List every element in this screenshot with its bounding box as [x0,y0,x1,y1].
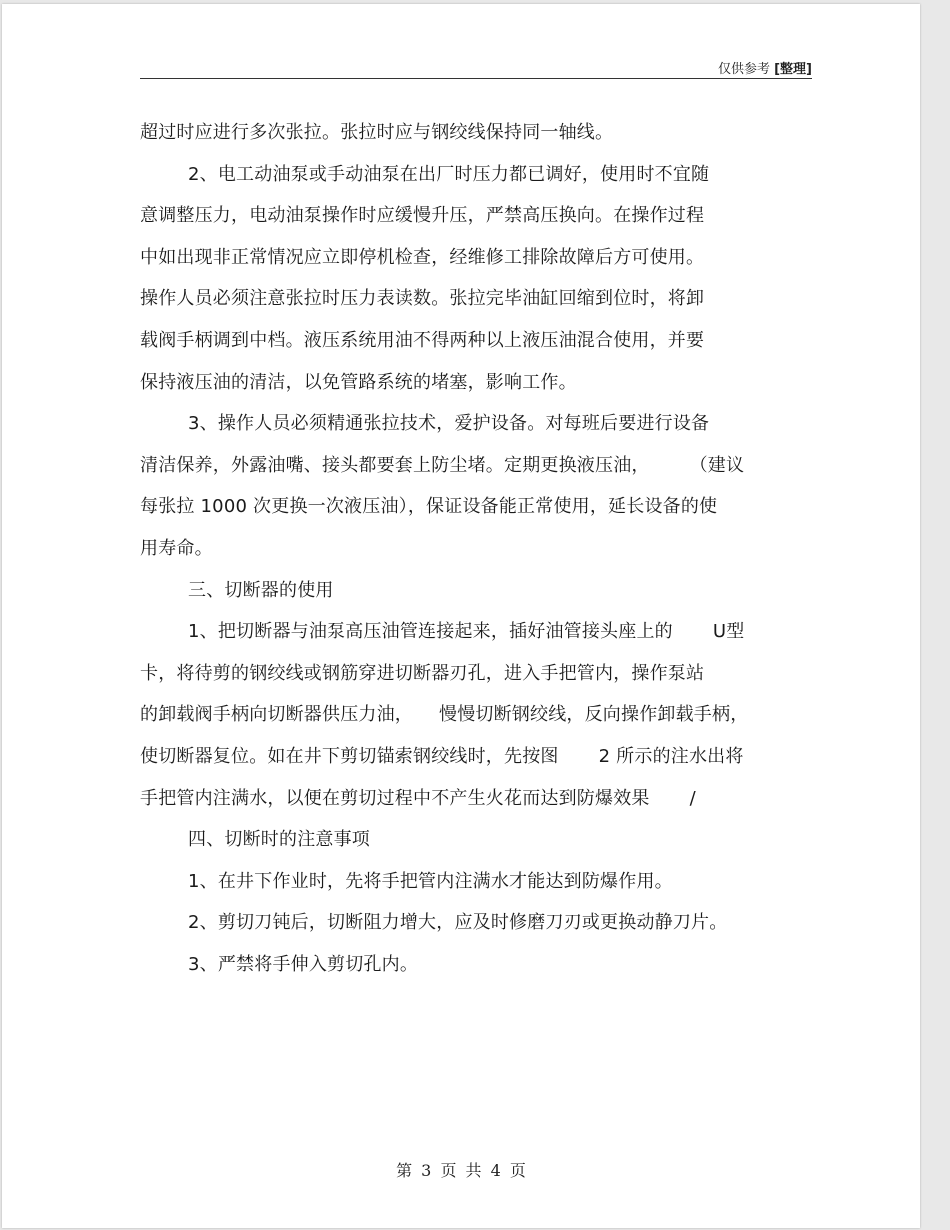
text-line: 1、在井下作业时，先将手把管内注满水才能达到防爆作用。 [188,870,673,892]
text-line: 卡，将待剪的钢绞线或钢筋穿进切断器刃孔，进入手把管内，操作泵站 [140,662,705,684]
header-rule [140,78,812,79]
text-line: 意调整压力，电动油泵操作时应缓慢升压，严禁高压换向。在操作过程 [140,205,705,227]
page-header [718,58,812,77]
text-line: 每张拉 1000 次更换一次液压油），保证设备能正常使用，延长设备的使 [140,496,718,518]
text-line: 手把管内注满水，以便在剪切过程中不产生火花而达到防爆效果 / [140,787,696,809]
document-page [2,4,920,1228]
document-body [140,112,820,985]
text-line: 载阀手柄调到中档。液压系统用油不得两种以上液压油混合使用，并要 [140,329,705,351]
section-heading: 三、切断器的使用 [188,579,334,601]
section-heading: 四、切断时的注意事项 [188,829,370,851]
text-line: 的卸载阀手柄向切断器供压力油， 慢慢切断钢绞线，反向操作卸载手柄， [140,704,749,726]
text-line: 超过时应进行多次张拉。张拉时应与钢绞线保持同一轴线。 [140,122,614,143]
text-line: 操作人员必须注意张拉时压力表读数。张拉完毕油缸回缩到位时，将卸 [140,288,705,310]
page-footer: 第 3 页 共 4 页 [396,1161,526,1180]
text-line: 保持液压油的清洁，以免管路系统的堵塞，影响工作。 [140,371,577,393]
text-line: 2、电工动油泵或手动油泵在出厂时压力都已调好，使用时不宜随 [188,163,710,185]
text-line: 用寿命。 [140,537,213,559]
header-bracket: [整理] [774,62,812,77]
text-line: 中如出现非正常情况应立即停机检查，经维修工排除故障后方可使用。 [140,246,705,268]
text-line: 3、操作人员必须精通张拉技术，爱护设备。对每班后要进行设备 [188,413,710,435]
text-line: 2、剪切刀钝后，切断阻力增大，应及时修磨刀刃或更换动静刀片。 [188,912,728,934]
text-line: 3、严禁将手伸入剪切孔内。 [188,953,419,975]
text-line: 清洁保养，外露油嘴、接头都要套上防尘堵。定期更换液压油， （建议 [140,454,745,476]
text-line: 使切断器复位。如在井下剪切锚索钢绞线时，先按图 2 所示的注水出将 [140,745,744,767]
text-line: 1、把切断器与油泵高压油管连接起来，插好油管接头座上的 U型 [188,621,745,643]
header-label: 仅供参考 [717,62,770,77]
